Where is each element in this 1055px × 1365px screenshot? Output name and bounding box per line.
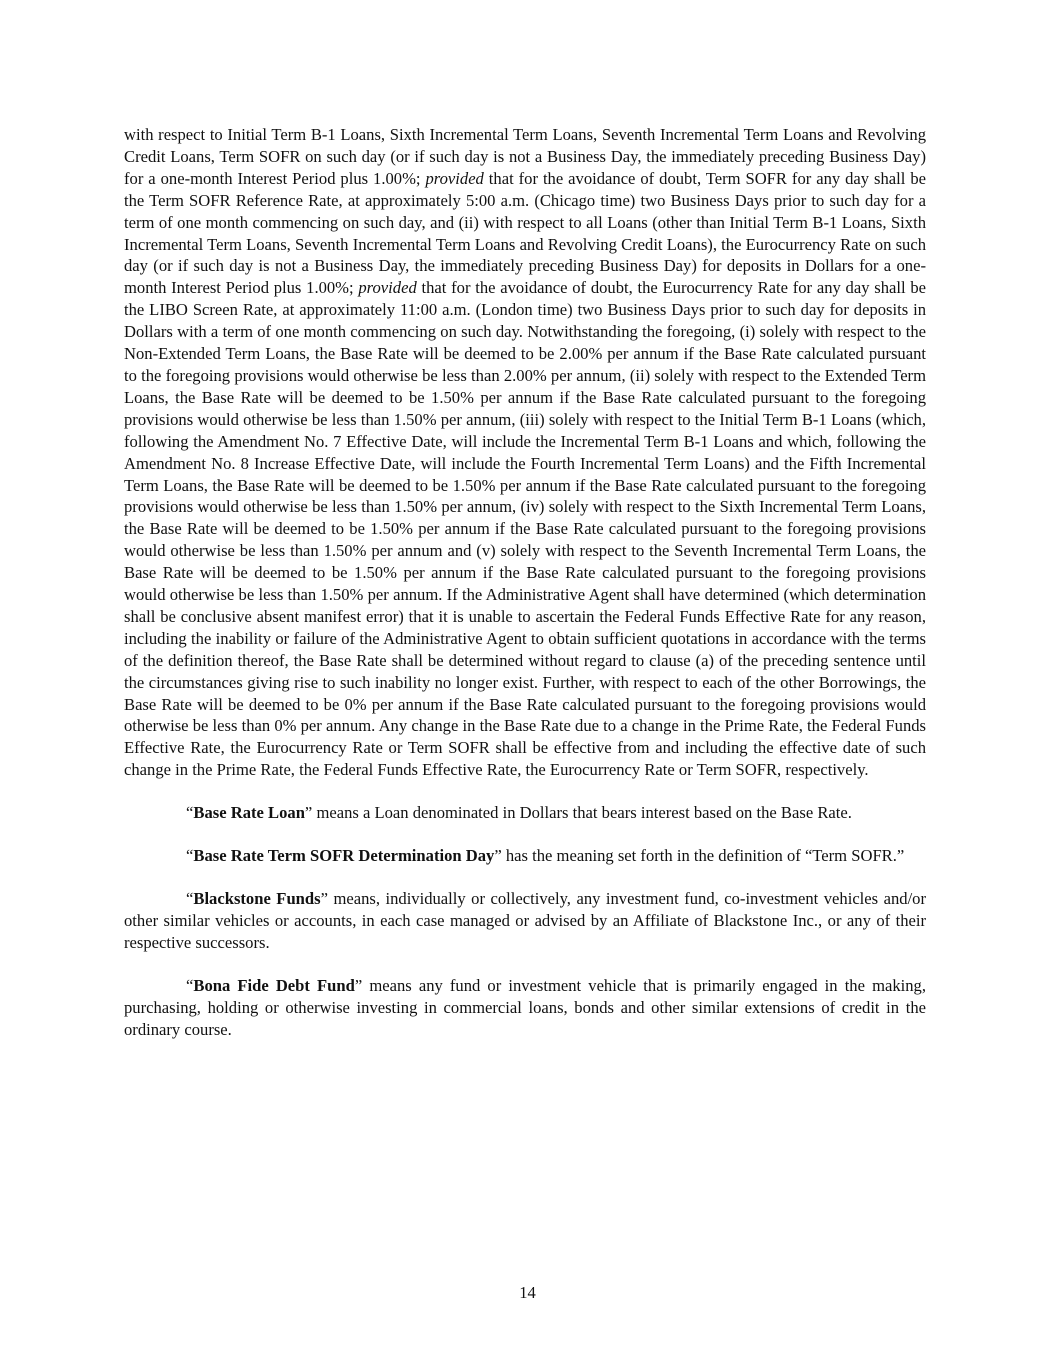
defined-term: Blackstone Funds — [193, 889, 321, 908]
page-number: 14 — [519, 1283, 536, 1302]
document-page — [124, 124, 926, 1040]
definition-body: means a Loan denominated in Dollars that bears interest based on the Base Rate. — [312, 803, 852, 823]
open-quote: “ — [186, 803, 194, 823]
definition-blackstone-funds — [124, 888, 926, 954]
definition-body: means, individually or collectively, any investment fund, co-investment vehicles and/or other similar vehicles or accounts, in each case managed or advised by an Affiliate of Blackstone Inc., or any of their respective successors. — [124, 889, 926, 952]
paragraph-text: that for the avoidance of doubt, the Eurocurrency Rate for any day shall be the LIBO Screen Rate, at approximately 11:00 a.m. (London time) two Business Days prior to such day for deposits in Dollars with a term of one month commencing on such day. Notwithstanding the foregoing, (i) solely with respect to the Non-Extended Term Loans, the Base Rate will be deemed to be 2.00% per annum if the Base Rate calculated pursuant to the foregoing provisions would otherwise be less than 2.00% per annum, (ii) solely with respect to the Extended Term Loans, the Base Rate will be deemed to be 1.50% per annum if the Base Rate calculated pursuant to the foregoing provisions would otherwise be less than 1.50% per annum, (iii) solely with respect to the Initial Term B-1 Loans (which, following the Amendment No. 7 Effective Date, will include the Incremental Term B-1 Loans and which, following the Amendment No. 8 Increase Effective Date, will include the Fourth Incremental Term Loans) and the Fifth Incremental Term Loans, the Base Rate will be deemed to be 1.50% per annum if the Base Rate calculated pursuant to the foregoing provisions would otherwise be less than 1.50% per annum, (iv) solely with respect to the Sixth Incremental Term Loans, the Base Rate will be deemed to be 1.50% per annum if the Base Rate calculated pursuant to the foregoing provisions would otherwise be less than 1.50% per annum and (v) solely with respect to the Seventh Incremental Term Loans, the Base Rate will be deemed to be 1.50% per annum if the Base Rate calculated pursuant to the foregoing provisions would otherwise be less than 1.50% per annum. If the Administrative Agent shall have determined (which determination shall be conclusive absent manifest error) that it is unable to ascertain the Federal Funds Effective Rate for any reason, including the inability or failure of the Administrative Agent to obtain sufficient quotations in accordance with the terms of the definition thereof, the Base Rate shall be determined without regard to clause (a) of the preceding sentence until the circumstances giving rise to such inability no longer exist. Further, with respect to each of the other Borrowings, the Base Rate will be deemed to be 0% per annum if the Base Rate calculated pursuant to the foregoing provisions would otherwise be less than 0% per annum. Any change in the Base Rate due to a change in the Prime Rate, the Federal Funds Effective Rate, the Eurocurrency Rate or Term SOFR shall be effective from and including the effective date of such change in the Prime Rate, the Federal Funds Effective Rate, the Eurocurrency Rate or Term SOFR, respectively. — [124, 278, 926, 780]
close-quote: ” — [354, 975, 363, 995]
paragraph-text: that for the avoidance of doubt, Term SOFR for any day shall be the Term SOFR Reference Rate, at approximately 5:00 a.m. (Chicago time) two Business Days prior to such day for a term of one month commencing on such day, and (ii) with respect to all Loans (other than Initial Term B-1 Loans, Sixth Incremental Term Loans, Seventh Incremental Term Loans and Revolving Credit Loans), the Eurocurrency Rate on such day (or if such day is not a Business Day, the immediately preceding Business Day) for deposits in Dollars for a one-month Interest Period plus 1.00%; — [124, 168, 926, 298]
definition-base-rate-term-sofr-determination-day — [124, 845, 926, 867]
defined-term: Bona Fide Debt Fund — [193, 975, 355, 995]
close-quote: ” — [320, 889, 328, 908]
open-quote: “ — [186, 975, 194, 995]
definition-body: has the meaning set forth in the definition of “Term SOFR.” — [501, 846, 905, 866]
close-quote: ” — [304, 803, 313, 823]
definition-body: means any fund or investment vehicle that is primarily engaged in the making, purchasing, holding or otherwise investing in commercial loans, bonds and other similar extensions of credit in the ordinary course. — [124, 975, 926, 1039]
open-quote: “ — [186, 889, 194, 908]
defined-term: Base Rate Loan — [193, 803, 305, 823]
definition-base-rate-loan — [124, 802, 926, 824]
close-quote: ” — [494, 846, 502, 866]
definition-bona-fide-debt-fund — [124, 975, 926, 1041]
paragraph-text: with respect to Initial Term B-1 Loans, Sixth Incremental Term Loans, Seventh Incremental Term Loans and Revolving Credit Loans, Term SOFR on such day (or if such day is not a Business Day, the immediately preceding Business Day) for a one-month Interest Period plus 1.00%; — [124, 125, 926, 188]
italic-provided: provided — [358, 278, 417, 298]
italic-provided: provided — [425, 168, 484, 188]
defined-term: Base Rate Term SOFR Determination Day — [193, 846, 495, 866]
base-rate-continuation-paragraph — [124, 124, 926, 781]
open-quote: “ — [186, 846, 194, 866]
